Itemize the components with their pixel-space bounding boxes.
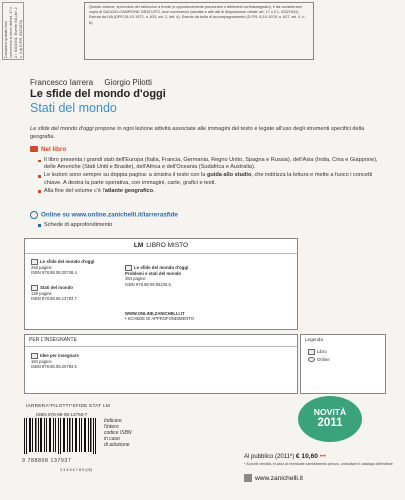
legend-item: Libro <box>301 348 385 356</box>
item-text: Alla fine del volume c'è l' <box>44 187 105 194</box>
product-line: 128 pagine <box>31 290 52 296</box>
book-icon <box>125 265 132 271</box>
volume-title: Stati del mondo <box>30 101 117 115</box>
novita-badge <box>298 396 362 442</box>
product-line: 256 pagine <box>31 264 52 270</box>
book-icon <box>31 285 38 291</box>
product-line: 384 pagine <box>125 276 146 282</box>
barcode-number: 9 788808 137937 <box>22 458 72 464</box>
publisher-site: www.zanichelli.it <box>244 474 303 482</box>
list-item <box>38 172 383 187</box>
badge-label: NOVITÀ <box>313 407 347 417</box>
libro-misto-header <box>25 239 297 254</box>
product-line: ISBN 978.88.08.13793.7 <box>31 296 77 302</box>
item-text: , che indirizza la lettura e mette a fuoco i concetti chiave. A destra la parte operativa, con immagini, carte, grafici e testi. <box>44 172 373 186</box>
intro-paragraph <box>30 126 380 141</box>
legend-box <box>300 334 386 394</box>
price-note: * Ai punti vendita, in caso di eventuale cambiamento prezzo, consultare il catalogo dell'editore <box>244 462 393 466</box>
www-link-block <box>125 311 194 322</box>
online-item: Schede di approfondimento <box>38 222 112 228</box>
insegnante-heading: PER L'INSEGNANTE <box>25 335 297 347</box>
product-line: ISBN 978.88.08.20784.5 <box>31 364 77 370</box>
insegnante-box <box>24 334 298 394</box>
legend-heading: Legenda <box>305 337 323 342</box>
product-cell <box>31 353 79 370</box>
product-title: Le sfide del mondo d'oggi <box>31 259 94 265</box>
lm-tag: LM <box>133 242 144 249</box>
author-name: Giorgio Pilotti <box>104 78 152 87</box>
list-item <box>38 188 383 195</box>
nel-libro-heading <box>30 146 66 153</box>
authors <box>30 78 161 87</box>
isbn-label: ISBN 978-88-08-13793-7 <box>36 412 88 417</box>
item-text: Il libro presenta i grandi stati dell'Europa (Italia, Francia, Germania, Regno Unito, Spagna e Russia), dell'Asia (India, Cina e Giappone), delle Americhe (Stati Uniti e Brasile), dell'Africa e dell'Oceania (Sudafrica e Australia). <box>44 157 378 171</box>
series-title: Le sfide del mondo d'oggi <box>30 88 166 100</box>
author-name: Francesco Iarrera <box>30 78 94 87</box>
legal-notice: Questo volume, sprovvisto del talloncino a fronte (o opportunamente punzonato o altrimenti contrassegnato), è da considerarsi copia di SAGGIO-CAMPIONE GRATUITO, fuori commercio (vendita e altri atti di disposizione vietati: art. 17 c.2 L. 633/1941). Esente da IVA (DPR 26-10-1972, n. 633, art. 2, lett. d). Esente da bolla di accompagnamento (D.P.R. 6-10-1978, n. 627, art. 4, n. 6). <box>84 2 314 60</box>
book-icon <box>30 146 38 152</box>
product-title: Stati del mondo <box>31 285 77 291</box>
intro-text: propone in ogni lezione attività associate alle immagini del testo e legate all'uso degli strumenti specifici della geografia. <box>30 126 365 140</box>
product-cell <box>31 259 94 276</box>
barcode-icon <box>22 412 102 456</box>
list-item <box>38 157 383 172</box>
intro-italic: Le sfide del mondo d'oggi <box>30 126 94 132</box>
barcode-sub: 2 3 4 5 6 7 8 9 (02) <box>60 468 93 472</box>
product-subtitle: Problemi e stati del mondo <box>125 270 182 276</box>
catalog-code: IARRERA*PILOTTI*SFIDE STAT LM <box>26 404 110 409</box>
product-line: ISBN 978.88.08.06225.5 <box>125 281 171 287</box>
nel-libro-label: Nel libro <box>41 146 67 153</box>
libro-misto-box <box>24 238 298 330</box>
lm-label: LIBRO MISTO <box>146 242 189 249</box>
product-cell <box>125 265 188 287</box>
item-text: Le lezioni sono sempre su doppia pagina: a sinistra il testo con la <box>44 172 207 179</box>
book-icon <box>308 349 315 355</box>
www-link: WWW.ONLINE.ZANICHELLI.IT <box>125 311 185 316</box>
badge-year: 2011 <box>317 417 343 429</box>
globe-icon <box>308 357 315 363</box>
item-text: . <box>153 187 155 194</box>
book-icon <box>31 259 38 265</box>
price-value: € 10,60 <box>295 453 318 460</box>
price-line <box>244 453 326 460</box>
online-heading <box>30 211 178 219</box>
item-bold: atlante geografico <box>104 187 154 194</box>
product-line: 184 pagine <box>31 358 52 364</box>
product-title: Idee per insegnare <box>31 353 79 359</box>
globe-icon <box>30 211 38 219</box>
nel-libro-list <box>38 157 383 196</box>
product-cell <box>31 285 77 302</box>
product-title: Le sfide del mondo d'oggi <box>125 265 188 271</box>
isbn-note: Indicare l'intero codice ISBN in caso di adozione <box>104 418 132 448</box>
product-line: ISBN 978.88.08.20748.4 <box>31 270 77 276</box>
legend-item: Online <box>301 356 385 364</box>
online-label: Online su www.online.zanichelli.it/iarrerasfide <box>41 211 178 219</box>
sample-stamp: Campione gratuito fuori commercio ai sensi dell'art. 17 c. 2 l. 633/1941. Esente IVA (art. 2 c. 3 d) D.P.R. 633/1972) <box>2 2 24 60</box>
price-label: Al pubblico (2011*) <box>244 454 296 460</box>
www-sub: • SCHEDE DI APPROFONDIMENTO <box>125 316 195 322</box>
price-stars: ••• <box>319 454 326 460</box>
book-icon <box>31 353 38 359</box>
item-bold: guida allo studio <box>206 172 252 179</box>
zanichelli-logo-icon <box>244 474 252 482</box>
